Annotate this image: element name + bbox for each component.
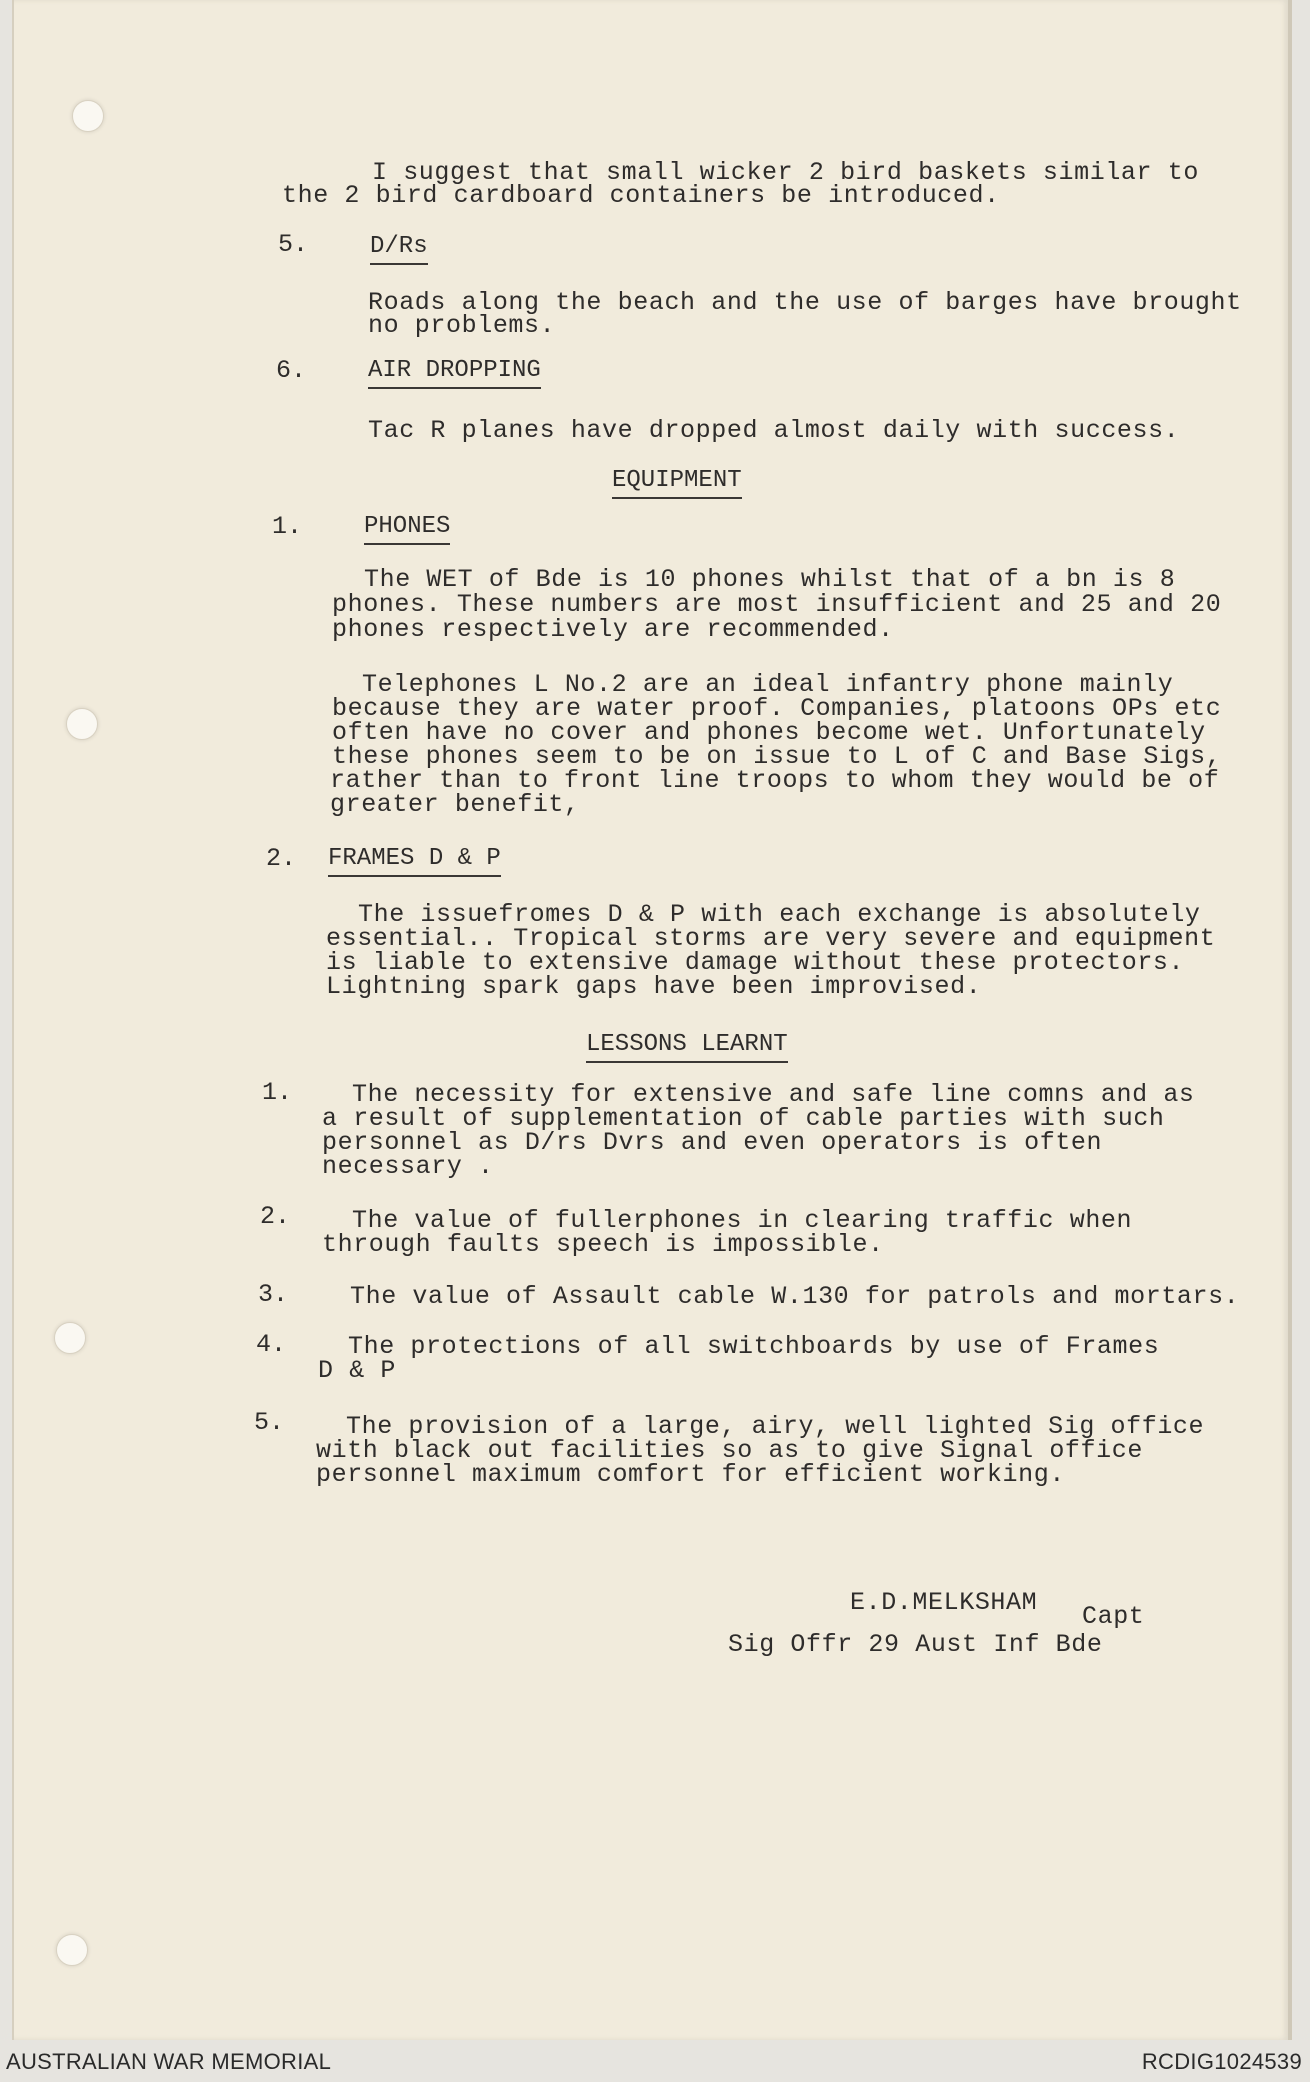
body-line: a result of supplementation of cable parties with such <box>322 1104 1165 1133</box>
footer-source: AUSTRALIAN WAR MEMORIAL <box>6 2049 332 2074</box>
section-heading: AIR DROPPING <box>368 358 541 389</box>
section-number: 5. <box>278 230 309 259</box>
body-line: through faults speech is impossible. <box>322 1230 884 1259</box>
body-line: with black out facilities so as to give Signal office <box>316 1436 1143 1465</box>
lesson-number: 2. <box>260 1202 291 1231</box>
body-line: personnel maximum comfort for efficient working. <box>316 1460 1065 1489</box>
body-line: no problems. <box>368 311 556 340</box>
section-number: 1. <box>272 512 303 541</box>
body-line: essential.. Tropical storms are very severe and equipment <box>326 924 1216 953</box>
punch-hole <box>54 1322 86 1354</box>
main-heading: LESSONS LEARNT <box>586 1032 788 1063</box>
body-line: Lightning spark gaps have been improvised. <box>326 972 982 1001</box>
body-line: The value of Assault cable W.130 for patrols and mortars. <box>350 1282 1240 1311</box>
section-number: 2. <box>266 844 297 873</box>
body-line: Telephones L No.2 are an ideal infantry phone mainly <box>362 670 1174 699</box>
body-line: The WET of Bde is 10 phones whilst that of a bn is 8 <box>364 565 1176 594</box>
body-line: Tac R planes have dropped almost daily with success. <box>368 416 1180 445</box>
body-line: because they are water proof. Companies, platoons OPs etc <box>332 694 1222 723</box>
punch-hole <box>66 708 98 740</box>
body-line: is liable to extensive damage without these protectors. <box>326 948 1185 977</box>
body-line: The necessity for extensive and safe line comns and as <box>352 1080 1195 1109</box>
body-line: often have no cover and phones become wet. Unfortunately <box>332 718 1206 747</box>
body-line: personnel as D/rs Dvrs and even operators is often <box>322 1128 1103 1157</box>
body-line: the 2 bird cardboard containers be introduced. <box>282 181 1000 210</box>
body-line: I suggest that small wicker 2 bird baskets similar to <box>372 158 1199 187</box>
body-line: Roads along the beach and the use of barges have brought <box>368 288 1242 317</box>
body-line: D & P <box>318 1356 397 1385</box>
punch-hole <box>72 100 104 132</box>
body-line: The protections of all switchboards by use of Frames <box>348 1332 1160 1361</box>
body-line: The provision of a large, airy, well lighted Sig office <box>346 1412 1205 1441</box>
main-heading: EQUIPMENT <box>612 468 742 499</box>
lesson-number: 5. <box>254 1408 285 1437</box>
body-line: The value of fullerphones in clearing traffic when <box>352 1206 1133 1235</box>
footer-id: RCDIG1024539 <box>1141 2049 1302 2074</box>
page-edge <box>1288 0 1292 2040</box>
body-line: rather than to front line troops to whom they would be of <box>330 766 1220 795</box>
body-line: The issuefromes D & P with each exchange is absolutely <box>358 900 1201 929</box>
punch-hole <box>56 1934 88 1966</box>
signature-name: E.D.MELKSHAM <box>850 1588 1038 1617</box>
lesson-number: 3. <box>258 1280 289 1309</box>
body-line: phones. These numbers are most insufficient and 25 and 20 <box>332 590 1222 619</box>
body-line: necessary . <box>322 1152 494 1181</box>
body-line: these phones seem to be on issue to L of C and Base Sigs, <box>332 742 1222 771</box>
lesson-number: 4. <box>256 1330 287 1359</box>
body-line: phones respectively are recommended. <box>332 615 894 644</box>
section-heading: PHONES <box>364 514 450 545</box>
signature-rank: Capt <box>1082 1602 1145 1631</box>
section-heading: D/Rs <box>370 234 428 265</box>
section-heading: FRAMES D & P <box>328 846 501 877</box>
signature-title: Sig Offr 29 Aust Inf Bde <box>728 1630 1103 1659</box>
section-number: 6. <box>276 356 307 385</box>
lesson-number: 1. <box>262 1078 293 1107</box>
body-line: greater benefit, <box>330 790 580 819</box>
